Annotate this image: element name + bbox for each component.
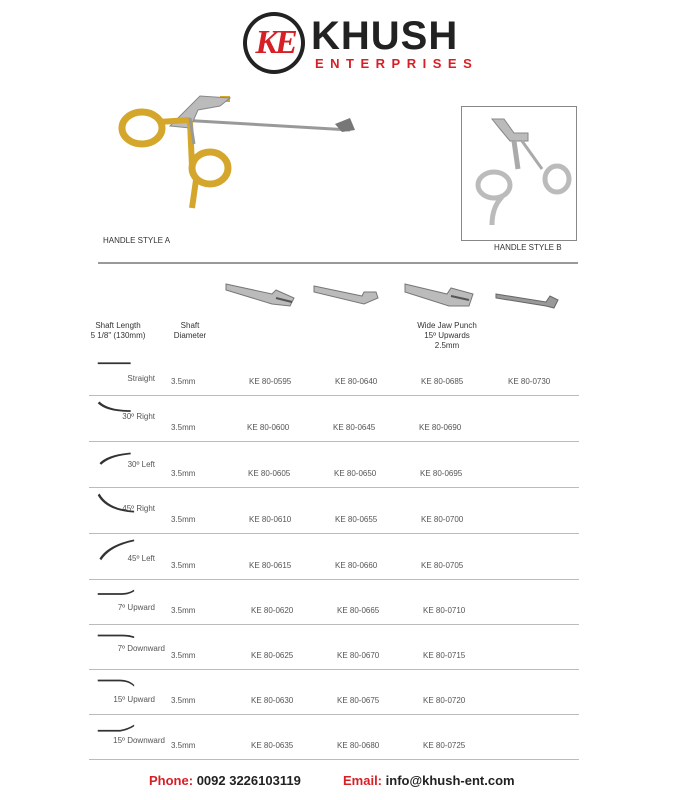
product-code: KE 80-0595 [249,377,292,386]
header-jaw-line1: Wide Jaw Punch [417,321,477,330]
shaft-angle: 45º Left [127,554,155,563]
phone-number[interactable]: 0092 3226103119 [196,773,301,788]
logo-initials: KE [255,24,295,61]
shaft-angle: 7º Downward [117,644,165,653]
product-code: KE 80-0665 [337,606,380,615]
handle-style-b-box [461,106,577,241]
product-code: KE 80-0700 [421,515,464,524]
shaft-diameter: 3.5mm [171,515,196,524]
header-shaft-length-line2: 5 1/8" (130mm) [90,331,146,340]
table-row [89,579,579,625]
shaft-angle: 30º Right [122,412,155,421]
handle-style-a-label: HANDLE STYLE A [103,236,171,245]
brand-logo [243,12,479,77]
table-row [89,669,579,715]
table-row [89,442,579,488]
header-jaw-line2: 15º Upwards [424,331,470,340]
jaw-tip-image-1 [224,280,299,325]
email-label: Email: [343,773,383,788]
shaft-angle: 30º Left [127,460,155,469]
product-code: KE 80-0690 [419,423,462,432]
product-code: KE 80-0705 [421,561,464,570]
shaft-shape-icon [92,671,152,697]
shaft-angle: 7º Upward [117,603,155,612]
header-shaft-diameter [168,321,212,341]
brand-subtitle: ENTERPRISES [315,56,479,71]
header-shaft-diameter-line1: Shaft [180,321,200,330]
shaft-diameter: 3.5mm [171,651,196,660]
handle-style-b-label: HANDLE STYLE B [494,243,562,252]
product-code: KE 80-0610 [249,515,292,524]
product-code: KE 80-0715 [423,651,466,660]
footer-email [343,773,515,788]
shaft-diameter: 3.5mm [171,377,196,386]
product-code: KE 80-0730 [508,377,551,386]
phone-label: Phone: [149,773,194,788]
shaft-angle: 15º Downward [113,736,165,745]
product-code: KE 80-0710 [423,606,466,615]
product-code: KE 80-0630 [251,696,294,705]
shaft-diameter: 3.5mm [171,741,196,750]
jaw-tip-image-3 [403,280,478,325]
header-shaft-diameter-line2: Diameter [173,331,207,340]
header-jaw-line3: 2.5mm [434,341,460,350]
product-code: KE 80-0650 [334,469,377,478]
product-code: KE 80-0675 [337,696,380,705]
product-code: KE 80-0645 [333,423,376,432]
product-code: KE 80-0640 [335,377,378,386]
product-code: KE 80-0655 [335,515,378,524]
header-shaft-length-line1: Shaft Length [95,321,141,330]
product-code: KE 80-0720 [423,696,466,705]
product-code: KE 80-0725 [423,741,466,750]
table-row [89,396,579,442]
product-code: KE 80-0620 [251,606,294,615]
shaft-diameter: 3.5mm [171,423,196,432]
table-row [89,534,579,580]
brand-name: KHUSH [311,14,459,58]
jaw-tip-image-4 [494,280,569,325]
table-row [89,624,579,670]
shaft-angle: 45º Right [122,504,155,513]
shaft-diameter: 3.5mm [171,469,196,478]
handle-style-b-image [462,107,576,240]
shaft-diameter: 3.5mm [171,561,196,570]
shaft-angle: 15º Upward [113,695,155,704]
product-code: KE 80-0660 [335,561,378,570]
table-row [89,350,579,396]
product-code: KE 80-0605 [248,469,291,478]
table-row [89,714,579,760]
product-code: KE 80-0670 [337,651,380,660]
footer-phone [149,773,301,788]
product-code: KE 80-0695 [420,469,463,478]
product-code: KE 80-0600 [247,423,290,432]
shaft-angle: Straight [127,374,155,383]
section-divider [98,262,578,264]
product-code: KE 80-0615 [249,561,292,570]
product-code: KE 80-0680 [337,741,380,750]
handle-style-a-image [110,88,360,218]
email-address[interactable]: info@khush-ent.com [385,773,515,788]
product-code: KE 80-0625 [251,651,294,660]
header-jaw [405,321,489,351]
product-code: KE 80-0635 [251,741,294,750]
header-shaft-length [88,321,148,341]
logo-emblem [243,12,305,74]
table-row [89,488,579,534]
jaw-tip-image-2 [312,280,387,325]
shaft-diameter: 3.5mm [171,606,196,615]
product-code: KE 80-0685 [421,377,464,386]
shaft-diameter: 3.5mm [171,696,196,705]
